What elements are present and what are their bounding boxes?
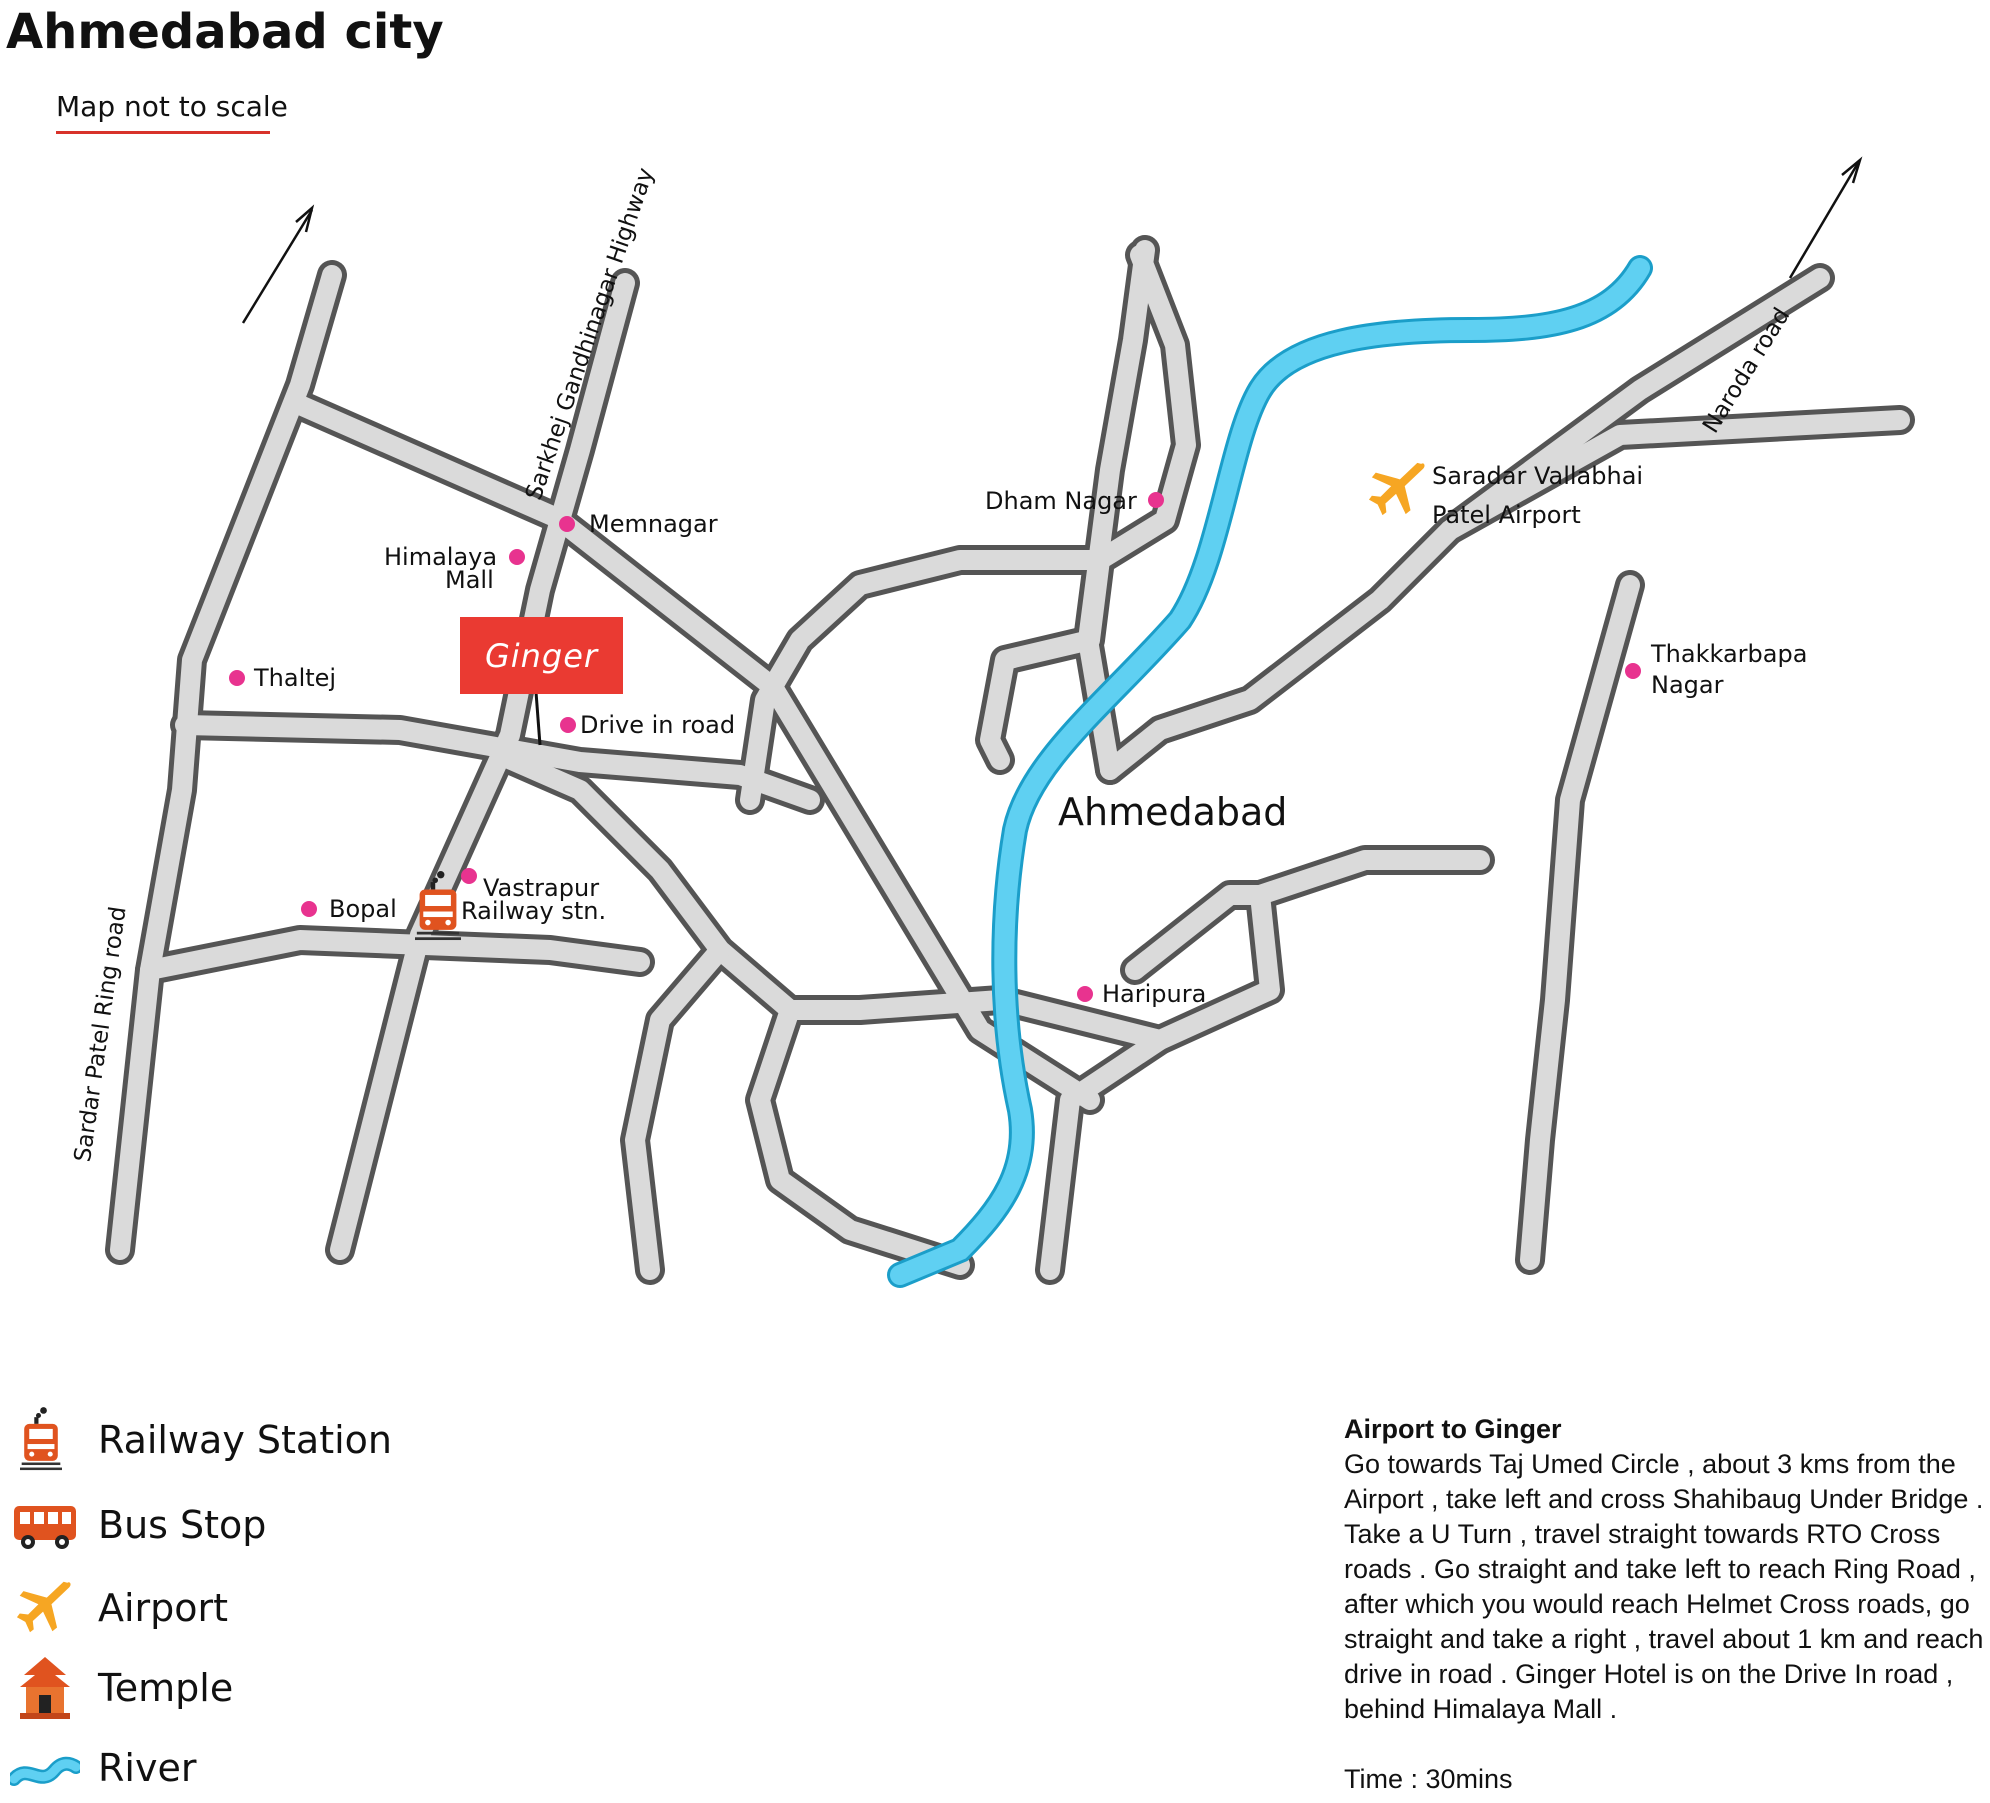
- legend-temple: [10, 1653, 233, 1723]
- legend-label: Temple: [98, 1666, 234, 1710]
- legend-label: Railway Station: [98, 1418, 392, 1462]
- ginger-logo: [460, 617, 623, 694]
- vastrapur-dot: [461, 868, 477, 884]
- directions-body: Go towards Taj Umed Circle , about 3 kms from the Airport , take left and cross Shahibaug Under Bridge . Take a U Turn , travel straight towards RTO Cross roads . Go straight and take left to reach Ring Road , after which you would reach Helmet Cross roads, go straight and take a right , travel about 1 km and reach drive in road . Ginger Hotel is on the Drive In road , behind Himalaya Mall .: [1344, 1449, 1984, 1724]
- label-himalaya-1: Himalaya: [384, 543, 498, 571]
- label-drive-in-road: Drive in road: [580, 711, 736, 739]
- legend-label: River: [98, 1746, 197, 1790]
- map-title: Ahmedabad city: [6, 4, 444, 60]
- label-bopal: Bopal: [329, 895, 397, 923]
- dham-nagar-dot: [1148, 492, 1164, 508]
- directions-panel: [1344, 1412, 1984, 1797]
- city-label: Ahmedabad: [1058, 790, 1288, 834]
- label-thaltej: Thaltej: [254, 664, 337, 692]
- legend-bus: [10, 1490, 266, 1560]
- temple-icon: [10, 1653, 80, 1723]
- haripura-dot: [1077, 986, 1093, 1002]
- label-haripura: Haripura: [1102, 980, 1207, 1008]
- label-ring-road: Sardar Patel Ring road: [70, 904, 132, 1164]
- scale-underline: [56, 131, 270, 134]
- label-airport-2: Patel Airport: [1432, 501, 1581, 529]
- bus-stop-icon: [10, 1490, 80, 1560]
- label-dham-nagar: Dham Nagar: [985, 487, 1137, 515]
- thaltej-dot: [229, 670, 245, 686]
- legend-label: Bus Stop: [98, 1503, 267, 1547]
- label-vastrapur-1: Vastrapur: [483, 874, 600, 902]
- legend-river: [10, 1733, 196, 1803]
- label-memnagar: Memnagar: [589, 510, 718, 538]
- directions-title: Airport to Ginger: [1344, 1414, 1562, 1444]
- label-thakkarbapa-1: Thakkarbapa: [1651, 640, 1808, 668]
- label-naroda-road: Naroda road: [1698, 303, 1796, 438]
- railway-station-icon: [10, 1405, 80, 1475]
- label-sg-highway: Sarkhej Gandhinagar Highway: [521, 164, 660, 504]
- legend-label: Airport: [98, 1586, 229, 1630]
- airport-icon: [10, 1573, 80, 1643]
- legend-railway: [10, 1405, 392, 1475]
- himalaya-mall-dot: [509, 549, 525, 565]
- thakkarbapa-dot: [1625, 663, 1641, 679]
- scale-note: Map not to scale: [56, 90, 288, 123]
- label-airport-1: Saradar Vallabhai: [1432, 462, 1644, 490]
- label-thakkarbapa-2: Nagar: [1651, 671, 1724, 699]
- north-arrow-right: [1790, 160, 1860, 278]
- ginger-pointer: [536, 692, 540, 745]
- memnagar-dot: [559, 516, 575, 532]
- ginger-logo-text: Ginger: [484, 636, 599, 675]
- label-himalaya-2: Mall: [445, 566, 494, 594]
- bopal-dot: [301, 901, 317, 917]
- river-icon: [10, 1733, 80, 1803]
- label-vastrapur-2: Railway stn.: [461, 897, 607, 925]
- north-arrow-left: [243, 208, 312, 323]
- drive-in-road-dot: [560, 717, 576, 733]
- directions-time: Time : 30mins: [1344, 1764, 1513, 1794]
- legend-airport: [10, 1573, 228, 1643]
- airport-map-icon: [1369, 463, 1425, 515]
